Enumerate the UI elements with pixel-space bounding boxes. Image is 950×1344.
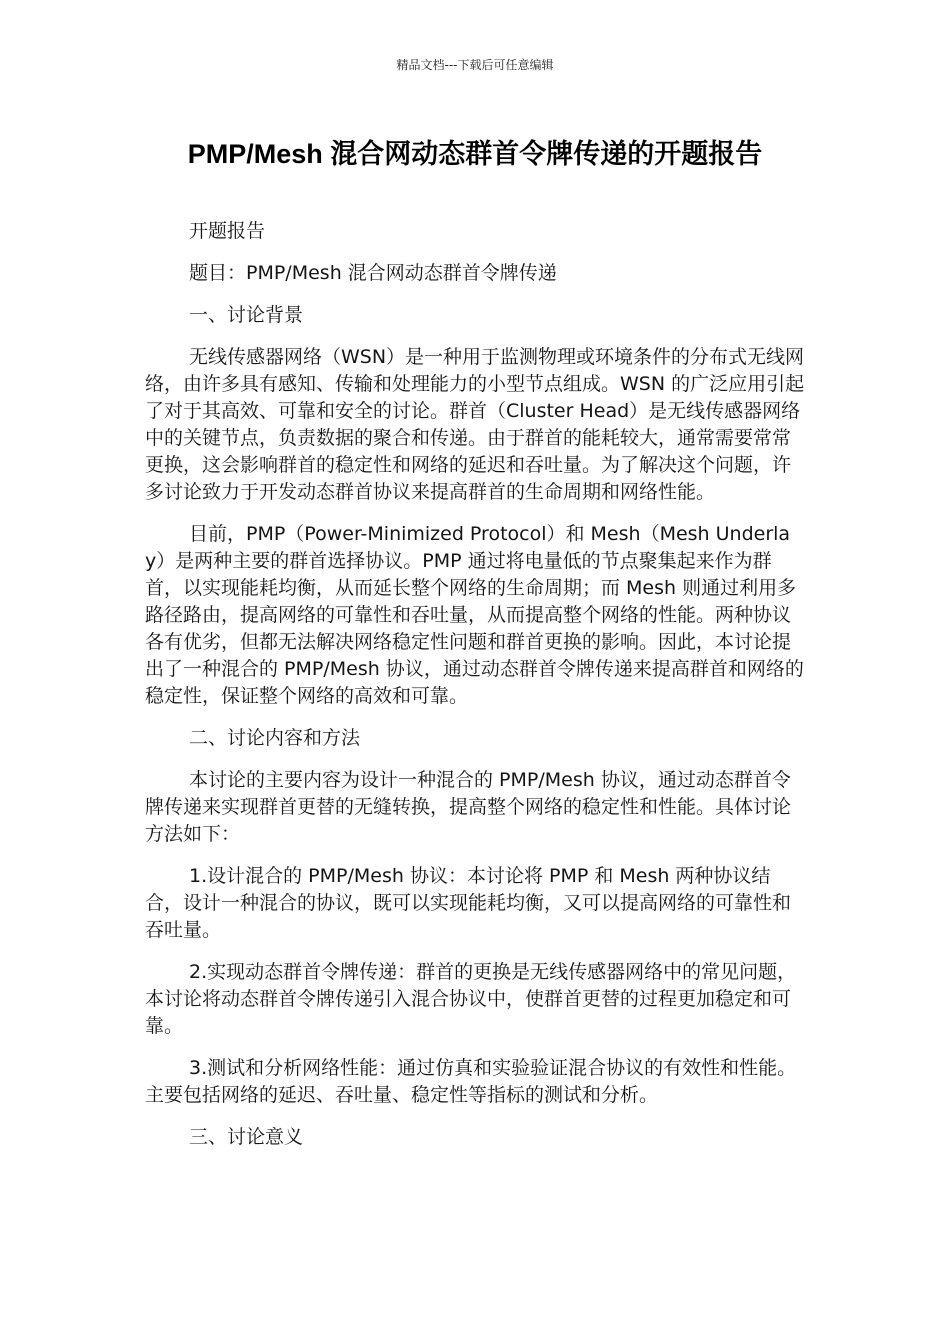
report-topic: 题目：PMP/Mesh 混合网动态群首令牌传递 xyxy=(189,262,557,284)
document-body xyxy=(145,218,808,1166)
background-paragraph-2: 目前，PMP（Power-Minimized Protocol）和 Mesh（Mesh Underlay）是两种主要的群首选择协议。PMP 通过将电量低的节点聚集起来作为群首，以实现能耗均衡，从而延长整个网络的生命周期；而 Mesh 则通过利用多路径路由，提高网络的可靠性和吞吐量，从而提高整个网络的性能。两种协议各有优劣，但都无法解决网络稳定性问题和群首更换的影响。因此，本讨论提出了一种混合的 PMP/Mesh 协议，通过动态群首令牌传递来提高群首和网络的稳定性，保证整个网络的高效和可靠。 xyxy=(145,523,804,707)
content-methods-paragraph: 本讨论的主要内容为设计一种混合的 PMP/Mesh 协议，通过动态群首令牌传递来实现群首更替的无缝转换，提高整个网络的稳定性和性能。具体讨论方法如下： xyxy=(145,769,792,845)
method-item-3: 3.测试和分析网络性能：通过仿真和实验验证混合协议的有效性和性能。主要包括网络的延迟、吞吐量、稳定性等指标的测试和分析。 xyxy=(145,1057,797,1106)
section-heading-background: 一、讨论背景 xyxy=(189,304,304,326)
header-note: 精品文档---下载后可任意编辑 xyxy=(396,58,554,72)
section-heading-significance: 三、讨论意义 xyxy=(189,1126,304,1148)
method-item-2: 2.实现动态群首令牌传递：群首的更换是无线传感器网络中的常见问题，本讨论将动态群首令牌传递引入混合协议中，使群首更替的过程更加稳定和可靠。 xyxy=(145,961,797,1037)
background-paragraph-1: 无线传感器网络（WSN）是一种用于监测物理或环境条件的分布式无线网络，由许多具有感知、传输和处理能力的小型节点组成。WSN 的广泛应用引起了对于其高效、可靠和安全的讨论。群首（Cluster Head）是无线传感器网络中的关键节点，负责数据的聚合和传递。由于群首的能耗较大，通常需要常常更换，这会影响群首的稳定性和网络的延迟和吞吐量。为了解决这个问题，许多讨论致力于开发动态群首协议来提高群首的生命周期和网络性能。 xyxy=(145,346,805,503)
document-title: PMP/Mesh 混合网动态群首令牌传递的开题报告 xyxy=(187,139,763,169)
section-heading-content-methods: 二、讨论内容和方法 xyxy=(189,727,361,749)
method-item-1: 1.设计混合的 PMP/Mesh 协议：本讨论将 PMP 和 Mesh 两种协议结合，设计一种混合的协议，既可以实现能耗均衡，又可以提高网络的可靠性和吞吐量。 xyxy=(145,865,792,941)
report-label: 开题报告 xyxy=(189,220,266,242)
